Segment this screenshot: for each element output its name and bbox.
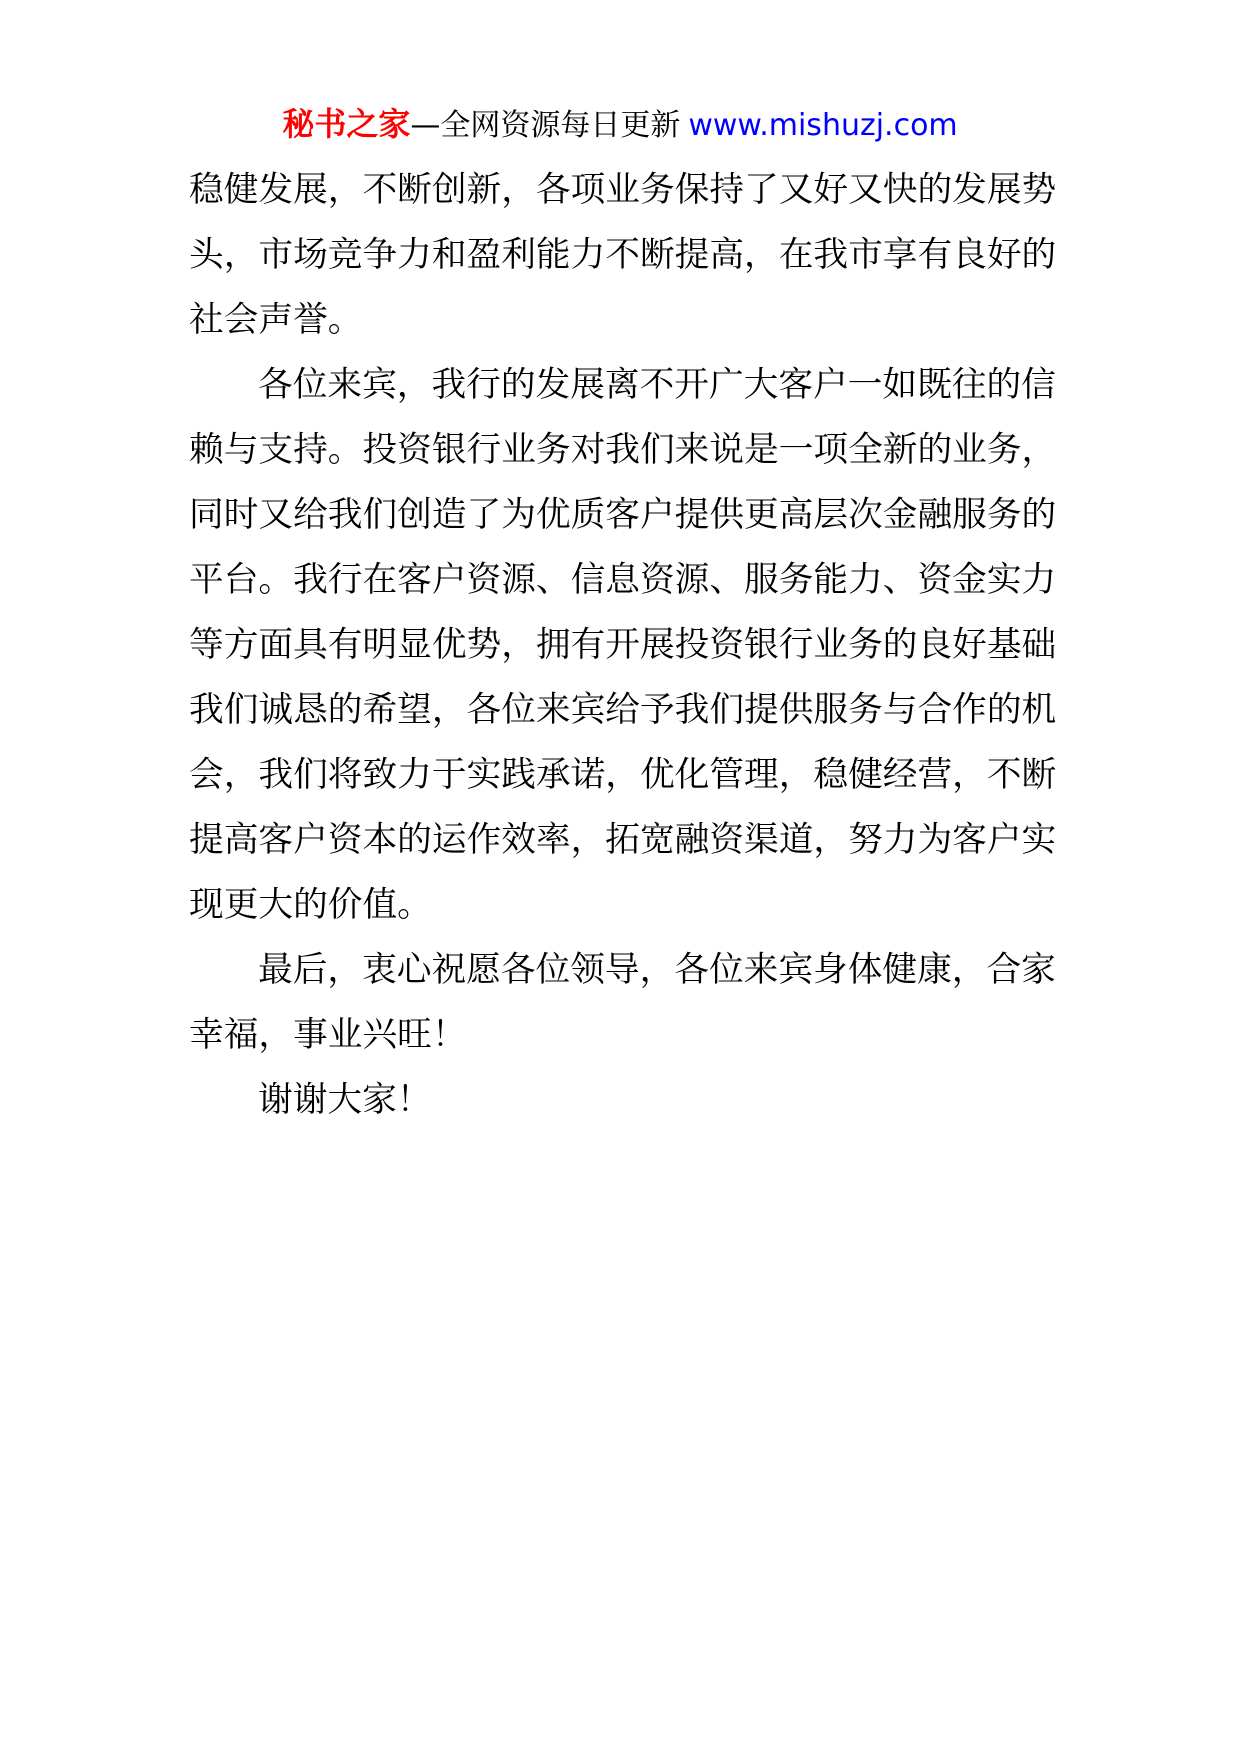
text-line: 头，市场竞争力和盈利能力不断提高，在我市享有良好的 [189, 235, 1057, 275]
paragraph [189, 158, 1069, 353]
document-body [189, 158, 1069, 1133]
text-line: 各位来宾，我行的发展离不开广大客户一如既往的信 [258, 365, 1056, 405]
brand-name: 秘书之家 [282, 105, 411, 143]
text-line: 最后，衷心祝愿各位领导，各位来宾身体健康，合家 [258, 950, 1056, 990]
text-line: 提高客户资本的运作效率，拓宽融资渠道，努力为客户实 [189, 820, 1057, 860]
text-line: 幸福，事业兴旺！ [189, 1015, 467, 1055]
text-line: 会，我们将致力于实践承诺，优化管理，稳健经营，不断 [189, 755, 1057, 795]
text-line: 平台。我行在客户资源、信息资源、服务能力、资金实力 [189, 560, 1057, 600]
text-line: 等方面具有明显优势，拥有开展投资银行业务的良好基础 [189, 625, 1057, 665]
paragraph [189, 1068, 1069, 1133]
paragraph [189, 353, 1069, 938]
text-line: 谢谢大家！ [258, 1080, 432, 1120]
paragraph [189, 938, 1069, 1068]
header-tagline: —全网资源每日更新 [410, 108, 681, 143]
text-line: 我们诚恳的希望，各位来宾给予我们提供服务与合作的机 [189, 690, 1057, 730]
site-url: www.mishuzj.com [688, 108, 958, 143]
text-line: 现更大的价值。 [189, 885, 432, 925]
text-line: 社会声誉。 [189, 300, 363, 340]
page-header [0, 102, 1240, 148]
text-line: 同时又给我们创造了为优质客户提供更高层次金融服务的 [189, 495, 1057, 535]
text-line: 稳健发展，不断创新，各项业务保持了又好又快的发展势 [189, 170, 1057, 210]
text-line: 赖与支持。投资银行业务对我们来说是一项全新的业务， [189, 430, 1057, 470]
